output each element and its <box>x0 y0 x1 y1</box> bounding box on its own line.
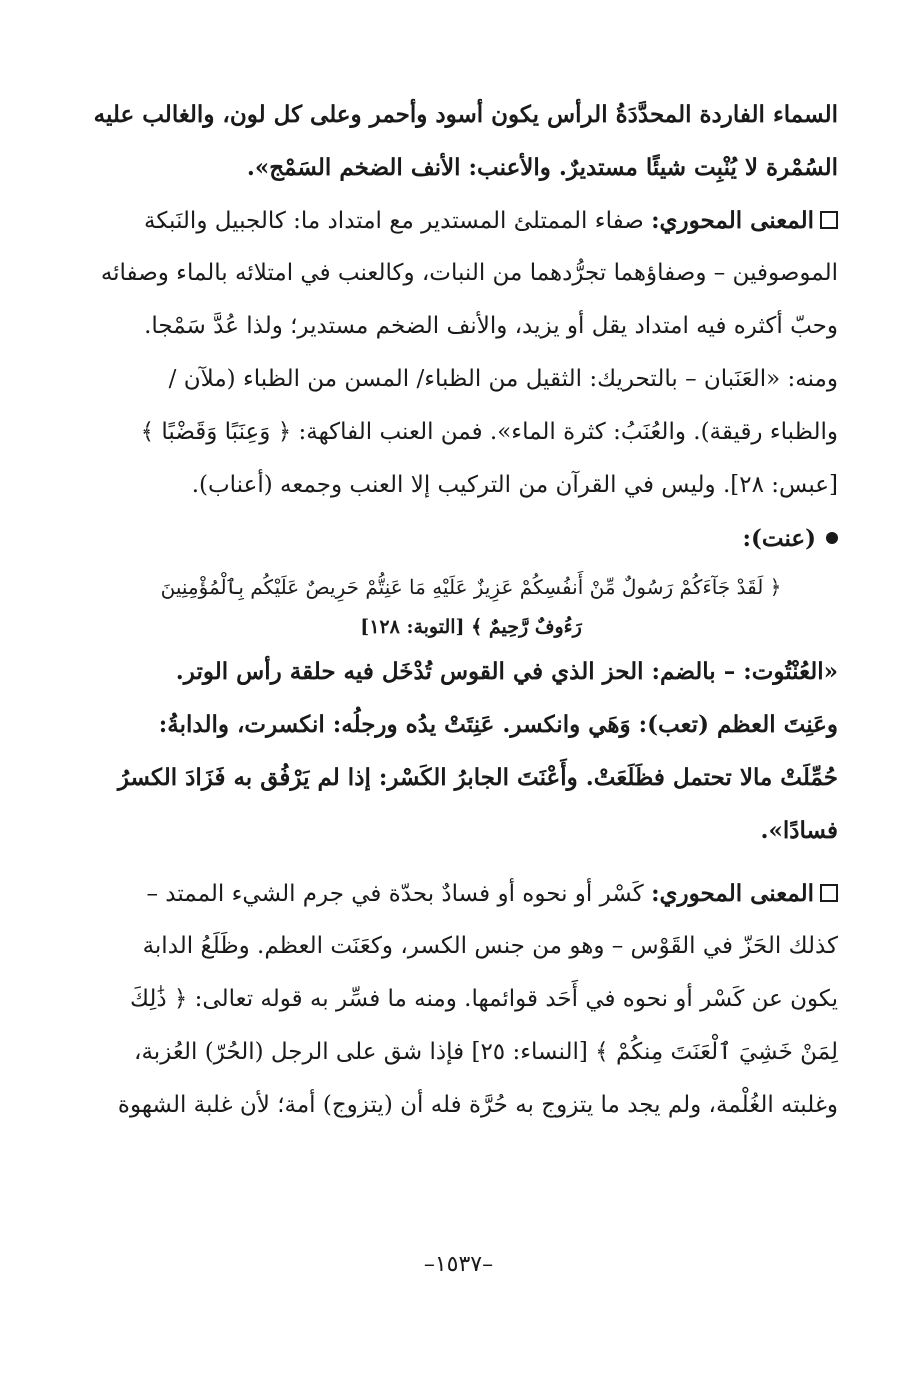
text-line: الموصوفين – وصفاؤهما تجرُّدهما من النبات، وكالعنب في امتلائه بالماء وصفائه <box>100 260 838 286</box>
text-line: حُمِّلَتْ مالا تحتمل فظَلَعَتْ. وأَعْنَتَ الجابرُ الكَسْر: إذا لم يَرْفُق به فَزَادَ الكسرُ <box>117 764 838 791</box>
paragraph-core-meaning-anat <box>104 867 838 1132</box>
quran-line: رَءُوفٌ رَّحِيمٌ ﴾ [التوبة: ١٢٨] <box>360 616 582 638</box>
circle-bullet-icon <box>826 532 838 544</box>
paragraph-intro <box>93 88 838 194</box>
text-line: وعَنِتَ العظم (تعب): وَهَي وانكسر. عَنِتَتْ يدُه ورجلُه: انكسرت، والدابةُ: <box>158 711 838 738</box>
paragraph-definition-anat <box>104 645 838 857</box>
text-segment: كَسْر أو نحوه أو فسادٌ بحدّة في جرم الشيء الممتد – <box>146 881 644 907</box>
text-line: لِمَنْ خَشِيَ ٱلْعَنَتَ مِنكُمْ ﴾ [النساء: ٢٥] فإذا شق على الرجل (الحُرّ) العُزبة، <box>134 1039 838 1065</box>
text-line: ومنه: «العَنَبان – بالتحريك: الثقيل من الظباء/ المسن من الظباء (ملآن / <box>168 366 838 392</box>
quran-verse <box>104 565 838 645</box>
text-line: فسادًا». <box>760 817 838 844</box>
paragraph-core-meaning-anab <box>100 194 838 512</box>
square-bullet-icon <box>820 884 838 902</box>
text-line: يكون عن كَسْر أو نحوه في أَحَد قوائمها. ومنه ما فسِّر به قوله تعالى: ﴿ ذَٰلِكَ <box>129 986 838 1012</box>
entry-heading <box>104 512 838 565</box>
text-line <box>104 194 838 247</box>
text-line: كذلك الحَزّ في القَوْس – وهو من جنس الكسر، وكعَنَت العظم. وظَلَعُ الدابة <box>142 933 838 959</box>
text-line: والظباء رقيقة). والعُنَبُ: كثرة الماء». فمن العنب الفاكهة: ﴿ وَعِنَبًا وَقَضْبًا ﴾ <box>140 419 838 445</box>
text-line: السماء الفاردة المحدَّدَةُ الرأس يكون أسود وأحمر وعلى كل لون، والغالب عليه <box>93 101 838 128</box>
text-segment: صفاء الممتلئ المستدير مع امتداد ما: كالجبيل والنَبكة <box>144 208 644 234</box>
page-body <box>93 88 838 1132</box>
core-meaning-label: المعنى المحوري: <box>651 207 814 234</box>
text-line: وحبّ أكثره فيه امتداد يقل أو يزيد، والأنف الضخم مستدير؛ ولذا عُدَّ سَمْجا. <box>144 313 838 339</box>
text-line: وغلبته الغُلْمة، ولم يجد ما يتزوج به حُرَّة فله أن (يتزوج) أمة؛ لأن غلبة الشهوة <box>117 1092 838 1118</box>
square-bullet-icon <box>820 211 838 229</box>
spacer <box>104 857 838 867</box>
text-line: «العُنْتُوت: – بالضم: الحز الذي في القوس تُدْخَل فيه حلقة رأس الوتر. <box>175 658 838 685</box>
text-line <box>104 867 838 920</box>
text-line: [عبس: ٢٨]. وليس في القرآن من التركيب إلا العنب وجمعه (أعناب). <box>191 472 838 498</box>
page-number: –١٥٣٧– <box>423 1252 494 1277</box>
quran-line: ﴿ لَقَدْ جَآءَكُمْ رَسُولٌ مِّنْ أَنفُسِكُمْ عَزِيزٌ عَلَيْهِ مَا عَنِتُّمْ حَرِيصٌ عَلَيْكُم بِٱلْمُؤْمِنِينَ <box>160 575 782 599</box>
core-meaning-label: المعنى المحوري: <box>651 880 814 907</box>
entry-heading-text: (عنت): <box>742 525 816 552</box>
text-line: السُمْرة لا يُنْبِت شيئًا مستديرٌ. والأعنب: الأنف الضخم السَمْج». <box>246 154 838 181</box>
